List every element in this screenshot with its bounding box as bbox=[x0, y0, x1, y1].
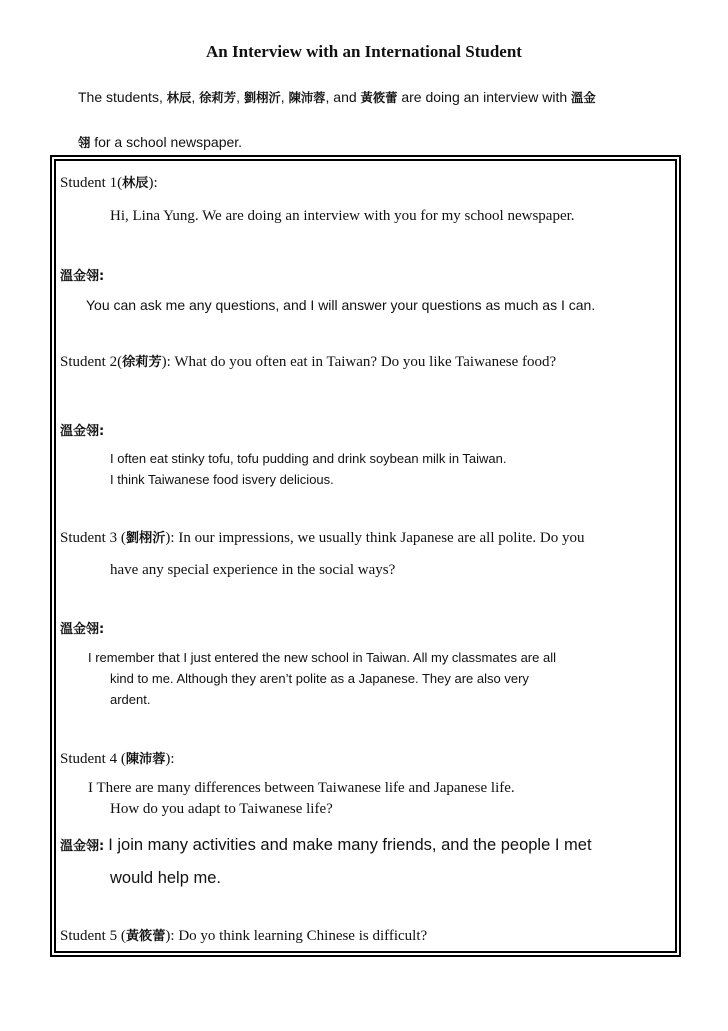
student-name-2: 徐莉芳 bbox=[199, 91, 237, 105]
speaker-interviewee: 溫金翎: bbox=[60, 269, 105, 284]
dialogue-line: I remember that I just entered the new school in Taiwan. All my classmates are all bbox=[88, 650, 556, 665]
speaker-interviewee: 溫金翎: bbox=[60, 622, 105, 637]
interviewee-name-part1: 溫金 bbox=[571, 91, 596, 105]
dialogue-line: Do yo think learning Chinese is difficult? bbox=[178, 928, 428, 944]
dialogue-line: I think Taiwanese food isvery delicious. bbox=[110, 472, 334, 487]
dialogue-line: ardent. bbox=[110, 692, 151, 707]
speaker-interviewee: 溫金翎: bbox=[60, 424, 105, 439]
dialogue-line: would help me. bbox=[110, 869, 221, 887]
speaker-student-5: Student 5 (黃筱蕾): Do yo think learning Chinese is difficult? bbox=[60, 928, 428, 944]
intro-line2-suffix: for a school newspaper. bbox=[94, 134, 243, 150]
intro-line-1: The students, 林辰, 徐莉芳, 劉栩沂, 陳沛蓉, and 黃筱蕾 are doing an interview with 溫金 bbox=[78, 89, 596, 105]
response-4 bbox=[60, 835, 592, 855]
dialogue-line: kind to me. Although they aren’t polite as a Japanese. They are also very bbox=[110, 671, 529, 686]
dialogue-line: have any special experience in the social ways? bbox=[110, 562, 396, 578]
dialogue-line: I join many activities and make many friends, and the people I met bbox=[108, 836, 592, 854]
speaker-student-4: Student 4 (陳沛蓉): bbox=[60, 751, 175, 767]
student-name-3: 劉栩沂 bbox=[243, 91, 281, 105]
speaker-interviewee: 溫金翎: bbox=[60, 839, 105, 854]
dialogue-line: You can ask me any questions, and I will answer your questions as much as I can. bbox=[86, 297, 596, 313]
dialogue-line: What do you often eat in Taiwan? Do you like Taiwanese food? bbox=[174, 354, 557, 370]
student-name-5: 黃筱蕾 bbox=[360, 91, 398, 105]
dialogue-line: I There are many differences between Taiwanese life and Japanese life. bbox=[88, 780, 515, 796]
dialogue-line: Hi, Lina Yung. We are doing an interview with you for my school newspaper. bbox=[110, 208, 575, 224]
dialogue-inner-border bbox=[54, 159, 677, 953]
dialogue-line: I often eat stinky tofu, tofu pudding and drink soybean milk in Taiwan. bbox=[110, 451, 507, 466]
intro-line-2 bbox=[78, 133, 242, 151]
speaker-student-1: Student 1(林辰): bbox=[60, 175, 158, 191]
intro-prefix: The students, bbox=[78, 89, 163, 105]
speaker-student-2: Student 2(徐莉芳): What do you often eat in Taiwan? Do you like Taiwanese food? bbox=[60, 354, 557, 370]
student-name-4: 陳沛蓉 bbox=[288, 91, 326, 105]
intro-and: , and bbox=[325, 89, 357, 105]
speaker-student-3: Student 3 (劉栩沂): In our impressions, we usually think Japanese are all polite. Do you bbox=[60, 530, 585, 546]
interviewee-name-part2: 翎 bbox=[78, 136, 91, 150]
page-title: An Interview with an International Student bbox=[206, 42, 522, 61]
dialogue-line: How do you adapt to Taiwanese life? bbox=[110, 801, 333, 817]
dialogue-line: In our impressions, we usually think Japanese are all polite. Do you bbox=[178, 530, 585, 546]
student-name-1: 林辰 bbox=[166, 91, 192, 105]
intro-suffix: are doing an interview with bbox=[401, 89, 568, 105]
